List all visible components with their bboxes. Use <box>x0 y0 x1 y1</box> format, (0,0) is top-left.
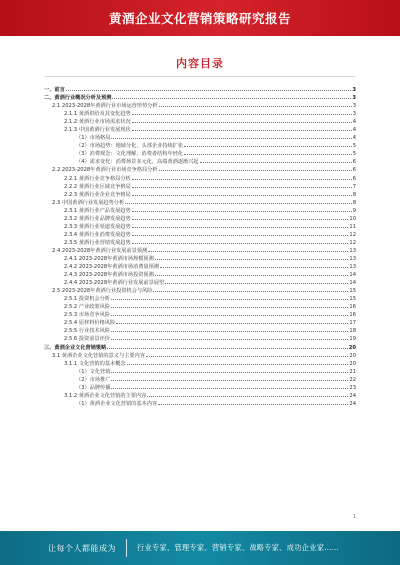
toc-entry-label: 2.3.2 黄酒行业品牌发展趋势 <box>64 215 131 222</box>
toc-leader-dots <box>111 368 348 373</box>
toc-entry-label: 二、黄酒行业概况分析及预测 <box>44 95 112 102</box>
toc-entry[interactable] <box>44 142 356 150</box>
toc-entry-label: 2.3.1 黄酒行业产品发展趋势 <box>64 207 131 214</box>
toc-leader-dots <box>132 183 352 188</box>
toc-entry[interactable] <box>44 166 356 174</box>
toc-entry-page: 3 <box>352 103 356 110</box>
toc-entry-label: 2.3 中国黄酒行业发展趋势分析 <box>52 199 125 206</box>
toc-entry[interactable] <box>44 247 356 255</box>
toc-entry-label: 2.2.1 黄酒行业竞争格局分析 <box>64 175 131 182</box>
toc-entry[interactable] <box>44 384 356 392</box>
toc-entry[interactable] <box>44 239 356 247</box>
toc-entry-page: 18 <box>349 328 356 335</box>
toc-entry-label: 2.1 2023-2028年黄酒行业市场运营形势分析 <box>52 103 158 110</box>
toc-entry-label: 3.1.1 文化营销的基本概念 <box>64 360 126 367</box>
toc-leader-dots <box>111 384 348 389</box>
toc-entry[interactable] <box>44 368 356 376</box>
toc-entry[interactable] <box>44 175 356 183</box>
toc-entry-label: （1）黄酒企业文化营销的基本内容 <box>76 400 158 407</box>
toc-leader-dots <box>111 376 348 381</box>
toc-leader-dots <box>148 247 348 252</box>
toc-heading: 内容目录 <box>176 57 224 70</box>
toc-entry-label: 2.2 2023-2028年黄酒行业市场竞争格局分析 <box>52 167 158 174</box>
toc-entry-label: 2.4.1 2023-2028年黄酒市场规模预测 <box>64 255 154 262</box>
toc-entry-label: 2.4.4 2023-2028年黄酒行业发展前景展望 <box>64 280 165 287</box>
toc-leader-dots <box>155 255 349 260</box>
toc-entry[interactable] <box>44 118 356 126</box>
toc-entry[interactable] <box>44 183 356 191</box>
toc-entry[interactable] <box>44 271 356 279</box>
toc-entry-page: 13 <box>349 247 356 254</box>
toc-entry-page: 17 <box>349 320 356 327</box>
toc-entry-page: 20 <box>348 344 356 351</box>
toc-entry-page: 14 <box>349 280 356 287</box>
toc-entry-label: （1）文化营销 <box>76 368 111 375</box>
toc-entry[interactable] <box>44 392 356 400</box>
toc-entry[interactable] <box>44 360 356 368</box>
toc-heading-rule <box>44 76 356 77</box>
toc-entry-label: 2.5.5 行业技术风险 <box>64 328 110 335</box>
toc-entry[interactable] <box>44 223 356 231</box>
page-number: 1 <box>352 514 356 520</box>
toc-entry-label: 2.3.3 黄酒行业渠道发展趋势 <box>64 223 131 230</box>
toc-entry[interactable] <box>44 86 356 94</box>
toc-leader-dots <box>153 287 348 292</box>
toc-entry[interactable] <box>44 295 356 303</box>
toc-entry-page: 20 <box>349 360 356 367</box>
toc-entry-label: 2.2.3 黄酒行业企业竞争格局 <box>64 191 131 198</box>
toc-entry-page: 5 <box>352 151 356 158</box>
toc-entry-page: 8 <box>352 199 356 206</box>
table-of-contents <box>44 86 356 408</box>
toc-leader-dots <box>116 319 348 324</box>
toc-entry-page: 10 <box>349 215 356 222</box>
toc-entry-page: 4 <box>352 119 356 126</box>
toc-entry-label: 2.5 2023-2028年黄酒行业投资机会与风险 <box>52 288 153 295</box>
toc-entry[interactable] <box>44 110 356 118</box>
toc-leader-dots <box>158 400 348 405</box>
toc-entry-page: 8 <box>352 191 356 198</box>
footer-experts-text: 行业专家、管理专家、营销专家、战略专家、成功企业家…… <box>137 543 340 552</box>
toc-entry-page: 6 <box>352 159 356 166</box>
toc-entry[interactable] <box>44 199 356 207</box>
toc-leader-dots <box>112 94 351 99</box>
toc-leader-dots <box>111 327 348 332</box>
toc-entry[interactable] <box>44 287 356 295</box>
toc-leader-dots <box>111 303 348 308</box>
toc-leader-dots <box>132 239 349 244</box>
toc-entry-page: 11 <box>349 223 356 230</box>
toc-entry-page: 16 <box>349 312 356 319</box>
toc-entry[interactable] <box>44 94 356 102</box>
toc-leader-dots <box>132 110 352 115</box>
toc-entry-page: 15 <box>349 296 356 303</box>
toc-entry-page: 6 <box>352 175 356 182</box>
toc-entry-page: 12 <box>349 231 356 238</box>
toc-entry-page: 4 <box>352 127 356 134</box>
toc-entry[interactable] <box>44 400 356 408</box>
toc-leader-dots <box>165 279 348 284</box>
toc-entry-page: 3 <box>352 111 356 118</box>
toc-entry-page: 15 <box>349 288 356 295</box>
toc-entry[interactable] <box>44 215 356 223</box>
toc-entry-label: 三、黄酒企业文化营销策略 <box>44 344 107 351</box>
toc-entry[interactable] <box>44 319 356 327</box>
toc-leader-dots <box>111 295 348 300</box>
toc-leader-dots <box>132 126 352 131</box>
toc-entry-page: 4 <box>352 135 356 142</box>
toc-entry-page: 13 <box>349 264 356 271</box>
toc-entry-page: 6 <box>352 167 356 174</box>
toc-leader-dots <box>184 142 352 147</box>
toc-entry-page: 24 <box>349 400 356 407</box>
toc-leader-dots <box>160 263 348 268</box>
toc-entry-page: 20 <box>349 352 356 359</box>
toc-leader-dots <box>132 231 349 236</box>
toc-leader-dots <box>111 335 348 340</box>
toc-entry[interactable] <box>44 303 356 311</box>
toc-entry-label: 2.4.2 2023-2028年黄酒市场消费量预测 <box>64 264 159 271</box>
toc-leader-dots <box>111 311 348 316</box>
toc-entry[interactable] <box>44 255 356 263</box>
toc-entry-label: 2.4.3 2023-2028年黄酒市场投资预测 <box>64 272 154 279</box>
toc-entry-label: （1）市场格局 <box>76 135 111 142</box>
toc-leader-dots <box>127 360 349 365</box>
toc-leader-dots <box>159 102 352 107</box>
toc-entry-page: 13 <box>349 255 356 262</box>
toc-entry-page: 3 <box>352 87 356 93</box>
toc-entry-label: （4）需求变化：消费场景多元化，高端黄酒逐渐兴起 <box>76 159 199 166</box>
toc-entry[interactable] <box>44 335 356 343</box>
toc-entry-label: 2.1.3 中国黄酒行业发展现状 <box>64 127 131 134</box>
toc-entry-page: 21 <box>349 368 356 375</box>
toc-entry-label: （2）市场推广 <box>76 376 111 383</box>
toc-entry-label: 2.4 2023-2028年黄酒行业发展前景预测 <box>52 247 148 254</box>
toc-entry-label: 2.5.2 产业政策风险 <box>64 304 110 311</box>
toc-entry-label: 2.3.5 黄酒行业营销发展趋势 <box>64 239 131 246</box>
toc-entry-label: 2.2.2 黄酒行业区域竞争格局 <box>64 183 131 190</box>
toc-entry[interactable] <box>44 207 356 215</box>
toc-entry[interactable] <box>44 158 356 166</box>
toc-leader-dots <box>184 150 352 155</box>
toc-leader-dots <box>132 175 352 180</box>
toc-entry-page: 12 <box>349 239 356 246</box>
toc-entry-label: 3.1 黄酒企业文化营销的意义与主要内容 <box>52 352 145 359</box>
footer-slogan: 让每个人都能成为 <box>48 543 116 553</box>
toc-entry[interactable] <box>44 134 356 142</box>
toc-leader-dots <box>132 223 349 228</box>
toc-leader-dots <box>146 352 348 357</box>
toc-leader-dots <box>132 118 352 123</box>
toc-leader-dots <box>125 199 352 204</box>
toc-leader-dots <box>66 86 352 91</box>
toc-entry-label: 2.5.3 市场竞争风险 <box>64 312 110 319</box>
toc-entry-page: 24 <box>349 392 356 399</box>
toc-entry[interactable] <box>44 126 356 134</box>
toc-entry-label: 2.1.2 黄酒行业市场需求状况 <box>64 119 131 126</box>
toc-entry-page: 7 <box>352 183 356 190</box>
toc-entry[interactable] <box>44 344 356 352</box>
toc-entry-label: 2.5.4 原材料价格风险 <box>64 320 116 327</box>
toc-entry-label: 2.5.1 投资机会分析 <box>64 296 110 303</box>
toc-entry-label: 2.1.1 黄酒供给及其变化趋势 <box>64 111 131 118</box>
toc-leader-dots <box>155 271 349 276</box>
toc-entry-page: 3 <box>352 95 356 102</box>
toc-entry-page: 23 <box>349 384 356 391</box>
toc-entry-page: 9 <box>352 207 356 214</box>
toc-entry-label: 3.1.2 黄酒企业文化营销的主要内容 <box>64 392 147 399</box>
toc-leader-dots <box>132 191 352 196</box>
toc-entry[interactable] <box>44 150 356 158</box>
toc-entry-label: 一、前言 <box>44 87 65 93</box>
toc-leader-dots <box>147 392 348 397</box>
toc-entry-label: 2.3.4 黄酒行业消费发展趋势 <box>64 231 131 238</box>
toc-leader-dots <box>132 207 352 212</box>
toc-entry[interactable] <box>44 191 356 199</box>
footer-divider <box>126 539 127 557</box>
toc-entry-page: 5 <box>352 143 356 150</box>
toc-entry-label: （3）品牌传播 <box>76 384 111 391</box>
toc-entry-label: （2）市场趋势：地域分化，头部企业持续扩张 <box>76 143 184 150</box>
toc-leader-dots <box>111 134 351 139</box>
toc-leader-dots <box>132 215 349 220</box>
toc-leader-dots <box>107 344 348 349</box>
toc-entry[interactable] <box>44 231 356 239</box>
toc-entry[interactable] <box>44 102 356 110</box>
toc-entry-label: 2.5.6 投资前景评价 <box>64 336 110 343</box>
toc-entry[interactable] <box>44 327 356 335</box>
toc-entry-label: （3）消费观念：文化理解，消费者结构年轻化 <box>76 151 184 158</box>
report-header-banner <box>0 0 400 36</box>
footer-banner <box>0 531 400 565</box>
toc-entry-page: 16 <box>349 304 356 311</box>
toc-entry[interactable] <box>44 376 356 384</box>
toc-leader-dots <box>200 158 352 163</box>
toc-entry[interactable] <box>44 352 356 360</box>
toc-entry[interactable] <box>44 311 356 319</box>
toc-entry[interactable] <box>44 279 356 287</box>
toc-leader-dots <box>159 166 352 171</box>
toc-entry-page: 14 <box>349 272 356 279</box>
toc-entry-page: 19 <box>349 336 356 343</box>
toc-entry[interactable] <box>44 263 356 271</box>
report-title: 黄酒企业文化营销策略研究报告 <box>108 11 291 26</box>
toc-entry-page: 22 <box>349 376 356 383</box>
